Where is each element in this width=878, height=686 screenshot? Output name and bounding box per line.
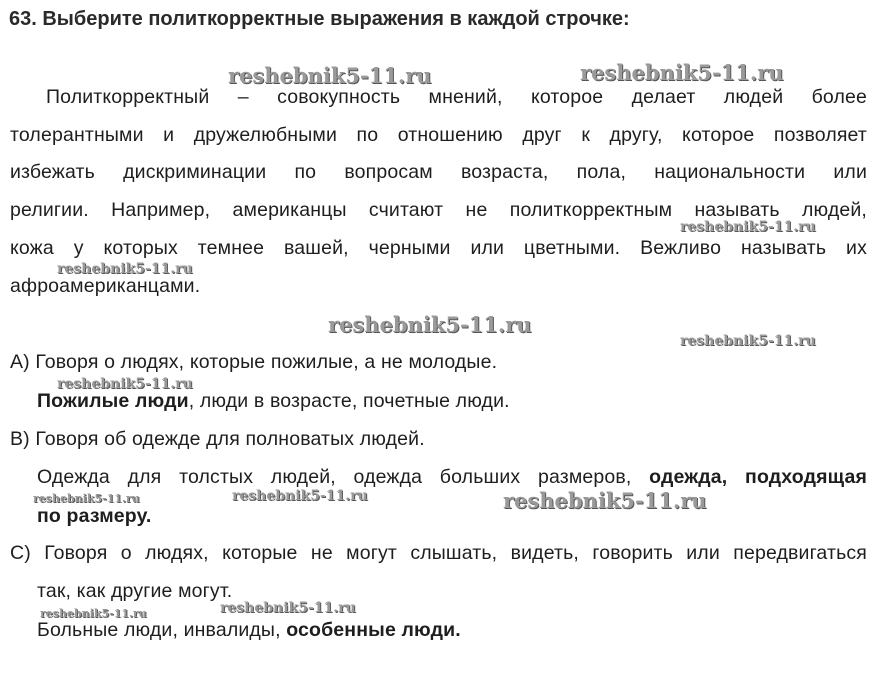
intro-line: толерантными и дружелюбными по отношению друг к другу, которое позволяет [10,124,867,146]
item-c-normal: Больные люди, инвалиды, [37,619,281,641]
item-a-answer [37,390,510,413]
watermark: reshebnik5-11.ru [232,488,368,504]
item-a-rest: , люди в возрасте, почетные люди. [188,390,510,412]
watermark: reshebnik5-11.ru [57,261,193,277]
item-a-bold: Пожилые люди [37,390,189,412]
item-b-answer-line2 [37,505,151,528]
item-b-bold: одежда, подходящая [649,466,868,488]
watermark: reshebnik5-11.ru [580,60,784,85]
watermark: reshebnik5-11.ru [40,607,147,620]
item-c-bold: особенные люди. [286,619,461,641]
watermark: reshebnik5-11.ru [680,219,816,235]
watermark: reshebnik5-11.ru [33,492,140,505]
watermark: reshebnik5-11.ru [680,333,816,349]
item-b-normal: Одежда для толстых людей, одежда больших размеров, [37,466,632,488]
exercise-title: 63. Выберите политкорректные выражения в каждой строчке: [9,8,630,30]
item-c-answer [37,619,461,642]
watermark: reshebnik5-11.ru [57,376,193,392]
intro-line: кожа у которых темнее вашей, черными или цветными. Вежливо называть их [10,237,867,259]
item-b-question: B) Говоря об одежде для полноватых людей. [10,428,425,450]
item-c-question-line2: так, как другие могут. [37,580,233,602]
intro-line: афроамериканцами. [10,275,201,297]
item-c-question: C) Говоря о людях, которые не могут слышать, видеть, говорить или передвигаться [10,542,867,564]
item-a-question: A) Говоря о людях, которые пожилые, а не молодые. [10,351,498,373]
item-b-answer-line [37,466,867,489]
watermark: reshebnik5-11.ru [328,312,532,337]
intro-line: религии. Например, американцы считают не политкорректным называть людей, [10,199,867,221]
intro-line: Политкорректный – совокупность мнений, которое делает людей более [46,86,867,108]
watermark: reshebnik5-11.ru [503,488,707,513]
intro-line: избежать дискриминации по вопросам возраста, пола, национальности или [10,161,867,183]
watermark: reshebnik5-11.ru [220,600,356,616]
item-b-bold-2: по размеру. [37,505,152,527]
watermark: reshebnik5-11.ru [228,63,432,88]
